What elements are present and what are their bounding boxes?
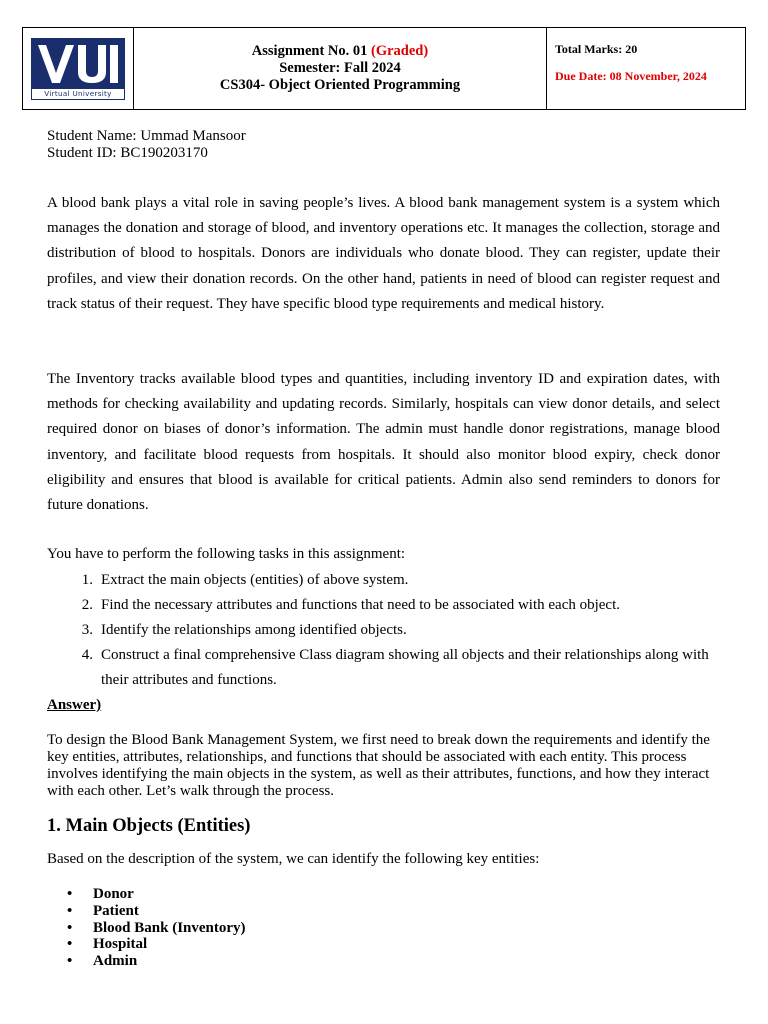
assignment-title [252, 43, 428, 60]
task-list [47, 568, 720, 693]
paragraph-inventory: The Inventory tracks available blood types and quantities, including inventory ID and expiration dates, with methods for checking availability and updating records. Similarly, hospitals can view donor details, and select required donor on biases of donor’s information. The admin must handle donor registrations, manage blood inventory, and facilitate blood requests from hospitals. It should also monitor blood expiry, check donor eligibility and ensures that blood is available for critical patients. Admin also send reminders to donors for future donations. [47, 371, 720, 514]
list-item: • Blood Bank (Inventory) [67, 919, 246, 936]
due-date: Due Date: 08 November, 2024 [555, 69, 707, 83]
list-item: 2. Find the necessary attributes and functions that need to be associated with each object. [81, 597, 621, 613]
logo-caption: Virtual University [44, 88, 112, 98]
logo-cell [23, 28, 134, 109]
list-item: • Admin [67, 953, 138, 970]
answer-heading: Answer) [47, 697, 102, 713]
list-item: • Donor [67, 886, 134, 902]
section-intro: Based on the description of the system, we can identify the following key entities: [47, 851, 540, 867]
assignment-number: Assignment No. 01 [251, 43, 368, 59]
graded-label: (Graded) [371, 43, 429, 59]
list-item: 3. Identify the relationships among identified objects. [81, 622, 407, 638]
list-item: • Patient [67, 902, 139, 919]
vu-logo-mark-icon [32, 39, 124, 89]
student-info [47, 128, 246, 162]
answer-intro: To design the Blood Bank Management System, we first need to break down the requirements and identify the key entities, attributes, relationships, and functions that should be associated with each entity. This process involves identifying the main objects in the system, as well as their attributes, functions, and how they interact with each other. Let’s walk through the process. [47, 732, 710, 799]
student-name: Student Name: Ummad Mansoor [47, 128, 246, 144]
tasks-intro: You have to perform the following tasks in this assignment: [47, 546, 406, 562]
course-label: CS304- Object Oriented Programming [219, 77, 461, 93]
header-table [22, 27, 746, 110]
section-heading: 1. Main Objects (Entities) [47, 816, 251, 836]
list-item: • Hospital [67, 936, 148, 953]
title-cell [134, 28, 547, 109]
student-id: Student ID: BC190203170 [47, 145, 208, 161]
entity-list [47, 886, 246, 970]
list-item: 1. Extract the main objects (entities) of above system. [81, 572, 409, 588]
paragraph-intro: A blood bank plays a vital role in saving people’s lives. A blood bank management system is a system which manages the donation and storage of blood, and inventory operations etc. It manages the collection, storage and distribution of blood to hospitals. Donors are individuals who donate blood. They can register, update their profiles, and view their donation records. On the other hand, patients in need of blood can register request and track status of their request. They have specific blood type requirements and medical history. [47, 195, 720, 312]
marks-cell [547, 28, 745, 109]
vu-logo [31, 38, 125, 100]
total-marks: Total Marks: 20 [555, 42, 638, 56]
semester-label: Semester: Fall 2024 [279, 60, 401, 76]
list-item: 4. Construct a final comprehensive Class diagram showing all objects and their relationships along with their attributes and functions. [81, 647, 709, 688]
